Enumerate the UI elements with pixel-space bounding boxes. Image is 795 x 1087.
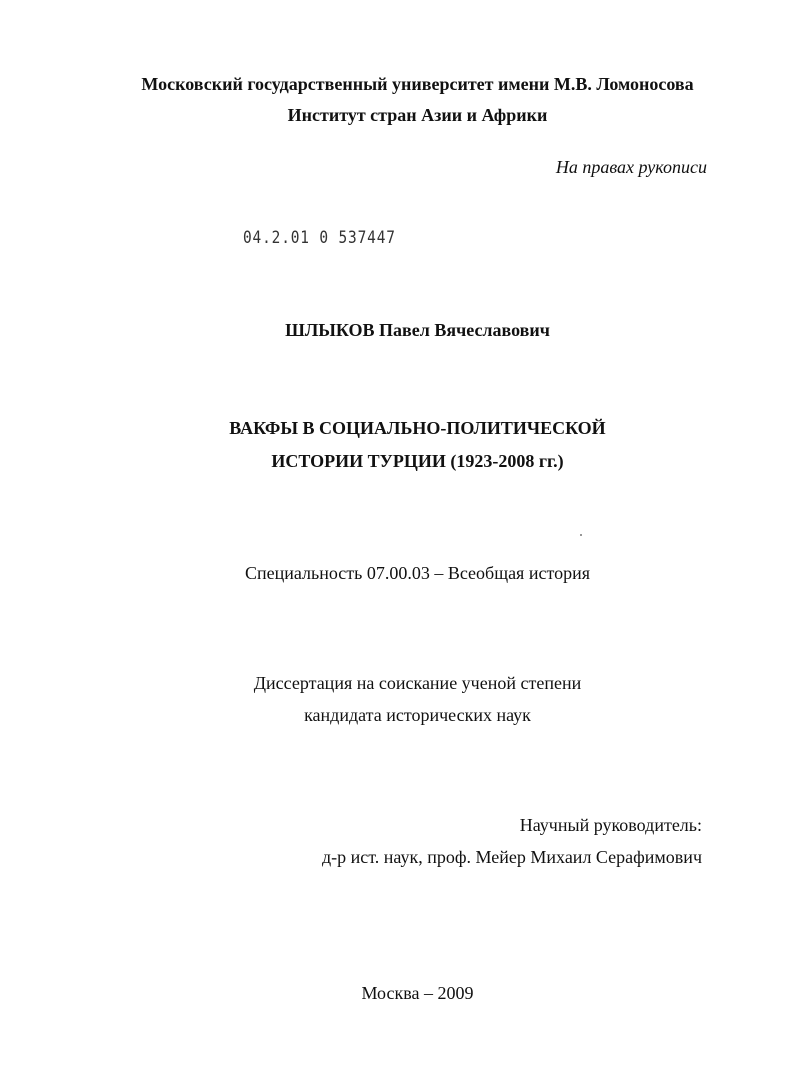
dissertation-title-line-1: ВАКФЫ В СОЦИАЛЬНО-ПОЛИТИЧЕСКОЙ (229, 418, 606, 438)
manuscript-note: На правах рукописи (555, 157, 707, 177)
supervisor-name: д-р ист. наук, проф. Мейер Михаил Серафимович (322, 847, 702, 867)
author-name: ШЛЫКОВ Павел Вячеславович (285, 320, 550, 340)
degree-line-1: Диссертация на соискание ученой степени (253, 673, 582, 693)
scan-speck (580, 534, 582, 536)
specialty-line: Специальность 07.00.03 – Всеобщая история (244, 563, 591, 583)
degree-line-2: кандидата исторических наук (304, 705, 531, 725)
dissertation-title-line-2: ИСТОРИИ ТУРЦИИ (1923-2008 гг.) (271, 451, 564, 471)
institute-name: Институт стран Азии и Африки (287, 105, 548, 125)
registration-stamp: 04.2.01 0 537447 (243, 228, 396, 248)
university-name: Московский государственный университет имени М.В. Ломоносова (141, 74, 694, 94)
city-year: Москва – 2009 (361, 983, 474, 1003)
supervisor-label: Научный руководитель: (519, 815, 702, 835)
